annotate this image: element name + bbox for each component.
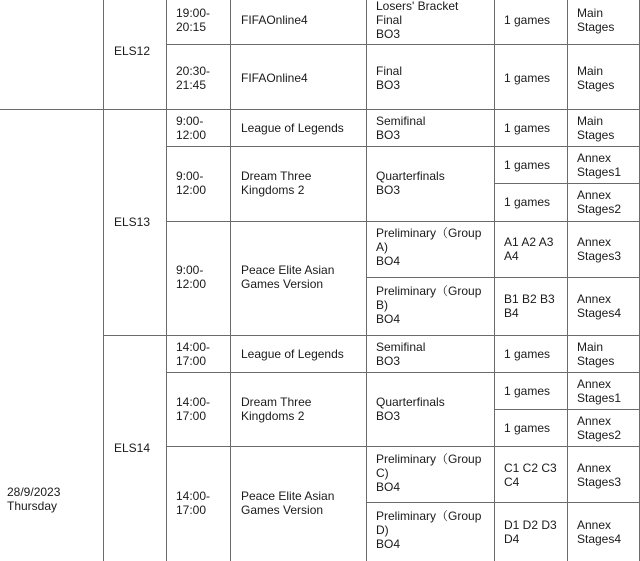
stage-line: BO3 (376, 27, 401, 41)
stage-line: Quarterfinals (376, 169, 445, 183)
venue-cell (577, 461, 621, 489)
venue-cell (577, 6, 614, 34)
game-name: Games Version (241, 277, 324, 291)
game-name: FIFAOnline4 (241, 71, 308, 85)
game-name: Peace Elite Asian (241, 489, 335, 503)
venue-line: Main (577, 340, 604, 354)
venue-cell (577, 377, 621, 405)
match-line: C1 C2 C3 (504, 461, 557, 475)
match-line: D1 D2 D3 (504, 518, 557, 532)
col-divider (567, 0, 568, 561)
venue-line: Stages2 (577, 428, 622, 442)
venue-line: Stages4 (577, 306, 622, 320)
venue-cell (577, 64, 614, 92)
stage-line: BO3 (376, 78, 401, 92)
match-count: 1 games (504, 195, 551, 209)
session-code: ELS12 (114, 44, 151, 58)
col-divider (366, 0, 367, 561)
col-divider (230, 0, 231, 561)
venue-line: Annex (577, 414, 612, 428)
venue-line: Stages (577, 128, 615, 142)
match-line: D4 (504, 532, 520, 546)
match-group (504, 518, 557, 546)
time-end: 17:00 (176, 503, 207, 517)
time-end: 17:00 (176, 409, 207, 423)
time-start: 14:00- (176, 340, 211, 354)
match-count: 1 games (504, 421, 551, 435)
stage-cell (376, 284, 481, 326)
row-divider (0, 109, 640, 110)
match-group (504, 461, 557, 489)
row-divider (495, 409, 640, 410)
game-name-cell (241, 489, 334, 517)
time-start: 14:00- (176, 395, 211, 409)
game-name: FIFAOnline4 (241, 13, 308, 27)
venue-line: Stages1 (577, 165, 622, 179)
stage-line: BO4 (376, 537, 401, 551)
stage-line: BO3 (376, 409, 401, 423)
stage-line: Quarterfinals (376, 395, 445, 409)
game-name-cell (241, 169, 311, 197)
time-start: 19:00- (176, 6, 211, 20)
row-divider (104, 335, 640, 336)
match-line: B4 (504, 306, 519, 320)
col-divider (494, 0, 495, 561)
stage-line: BO4 (376, 254, 401, 268)
stage-cell (376, 452, 481, 494)
time-start: 20:30- (176, 64, 211, 78)
match-line: A4 (504, 249, 519, 263)
venue-line: Main (577, 114, 604, 128)
game-name: Dream Three (241, 169, 312, 183)
row-divider (167, 221, 640, 222)
match-count: 1 games (504, 384, 551, 398)
time-end: 20:15 (176, 20, 207, 34)
stage-line: BO3 (376, 183, 401, 197)
match-count: 1 games (504, 158, 551, 172)
game-name: Games Version (241, 503, 324, 517)
stage-line: Final (376, 64, 403, 78)
stage-line: Preliminary（Group (376, 284, 482, 298)
row-divider (367, 502, 640, 503)
venue-cell (577, 414, 621, 442)
venue-line: Annex (577, 518, 612, 532)
row-divider (495, 183, 640, 184)
time-cell (176, 169, 206, 197)
stage-line: Semifinal (376, 340, 426, 354)
row-divider (167, 146, 640, 147)
stage-line: BO3 (376, 354, 401, 368)
match-group (504, 292, 555, 320)
match-count: 1 games (504, 71, 551, 85)
stage-cell (376, 340, 425, 368)
game-name: Peace Elite Asian (241, 263, 335, 277)
venue-line: Stages2 (577, 202, 622, 216)
stage-line: BO4 (376, 480, 401, 494)
game-name: Kingdoms 2 (241, 183, 305, 197)
game-name-cell (241, 263, 334, 291)
time-end: 17:00 (176, 354, 207, 368)
match-line: C4 (504, 475, 520, 489)
game-name: Dream Three (241, 395, 312, 409)
stage-line: Semifinal (376, 114, 426, 128)
time-end: 21:45 (176, 78, 207, 92)
time-cell (176, 489, 210, 517)
venue-line: Stages (577, 20, 615, 34)
venue-cell (577, 188, 621, 216)
stage-line: Preliminary（Group (376, 452, 482, 466)
venue-cell (577, 292, 621, 320)
venue-line: Stages3 (577, 475, 622, 489)
venue-cell (577, 235, 621, 263)
stage-cell (376, 509, 481, 551)
stage-cell (376, 169, 445, 197)
match-count: 1 games (504, 13, 551, 27)
venue-line: Stages1 (577, 391, 622, 405)
time-end: 12:00 (176, 128, 207, 142)
time-start: 9:00- (176, 263, 204, 277)
time-cell (176, 263, 206, 291)
stage-line: A) (376, 240, 388, 254)
stage-cell (376, 0, 458, 41)
venue-line: Annex (577, 292, 612, 306)
stage-cell (376, 64, 402, 92)
stage-line: Preliminary（Group (376, 509, 482, 523)
stage-cell (376, 226, 481, 268)
session-code: ELS14 (114, 441, 151, 455)
stage-line: BO3 (376, 128, 401, 142)
session-code: ELS13 (114, 215, 151, 229)
col-divider (103, 0, 104, 561)
row-divider (167, 372, 640, 373)
match-count: 1 games (504, 121, 551, 135)
game-name: Kingdoms 2 (241, 409, 305, 423)
stage-line: D) (376, 523, 389, 537)
col-divider (166, 0, 167, 561)
stage-line: Preliminary（Group (376, 226, 482, 240)
time-cell (176, 395, 210, 423)
venue-cell (577, 114, 614, 142)
time-start: 9:00- (176, 169, 204, 183)
venue-line: Annex (577, 188, 612, 202)
time-cell (176, 340, 210, 368)
venue-line: Annex (577, 151, 612, 165)
venue-line: Stages (577, 78, 615, 92)
stage-line: Final (376, 13, 403, 27)
venue-line: Stages3 (577, 249, 622, 263)
stage-line: B) (376, 298, 388, 312)
match-line: B1 B2 B3 (504, 292, 555, 306)
venue-line: Annex (577, 377, 612, 391)
match-count: 1 games (504, 347, 551, 361)
time-end: 12:00 (176, 183, 207, 197)
game-name: League of Legends (241, 121, 344, 135)
stage-cell (376, 395, 445, 423)
venue-line: Stages4 (577, 532, 622, 546)
venue-line: Annex (577, 461, 612, 475)
venue-cell (577, 340, 614, 368)
time-cell (176, 6, 210, 34)
row-divider (167, 44, 640, 45)
date-cell (7, 485, 60, 513)
venue-line: Stages (577, 354, 615, 368)
row-divider (167, 446, 640, 447)
match-group (504, 235, 553, 263)
stage-line: Losers' Bracket (376, 0, 459, 13)
venue-cell (577, 151, 621, 179)
time-cell (176, 64, 210, 92)
stage-cell (376, 114, 425, 142)
time-start: 9:00- (176, 114, 204, 128)
venue-line: Main (577, 64, 604, 78)
venue-line: Main (577, 6, 604, 20)
venue-cell (577, 518, 621, 546)
match-line: A1 A2 A3 (504, 235, 554, 249)
row-divider (367, 277, 640, 278)
date-text: 28/9/2023 (7, 485, 61, 499)
time-start: 14:00- (176, 489, 211, 503)
weekday-text: Thursday (7, 499, 58, 513)
venue-line: Annex (577, 235, 612, 249)
stage-line: BO4 (376, 312, 401, 326)
time-cell (176, 114, 206, 142)
game-name: League of Legends (241, 347, 344, 361)
time-end: 12:00 (176, 277, 207, 291)
stage-line: C) (376, 466, 389, 480)
game-name-cell (241, 395, 311, 423)
